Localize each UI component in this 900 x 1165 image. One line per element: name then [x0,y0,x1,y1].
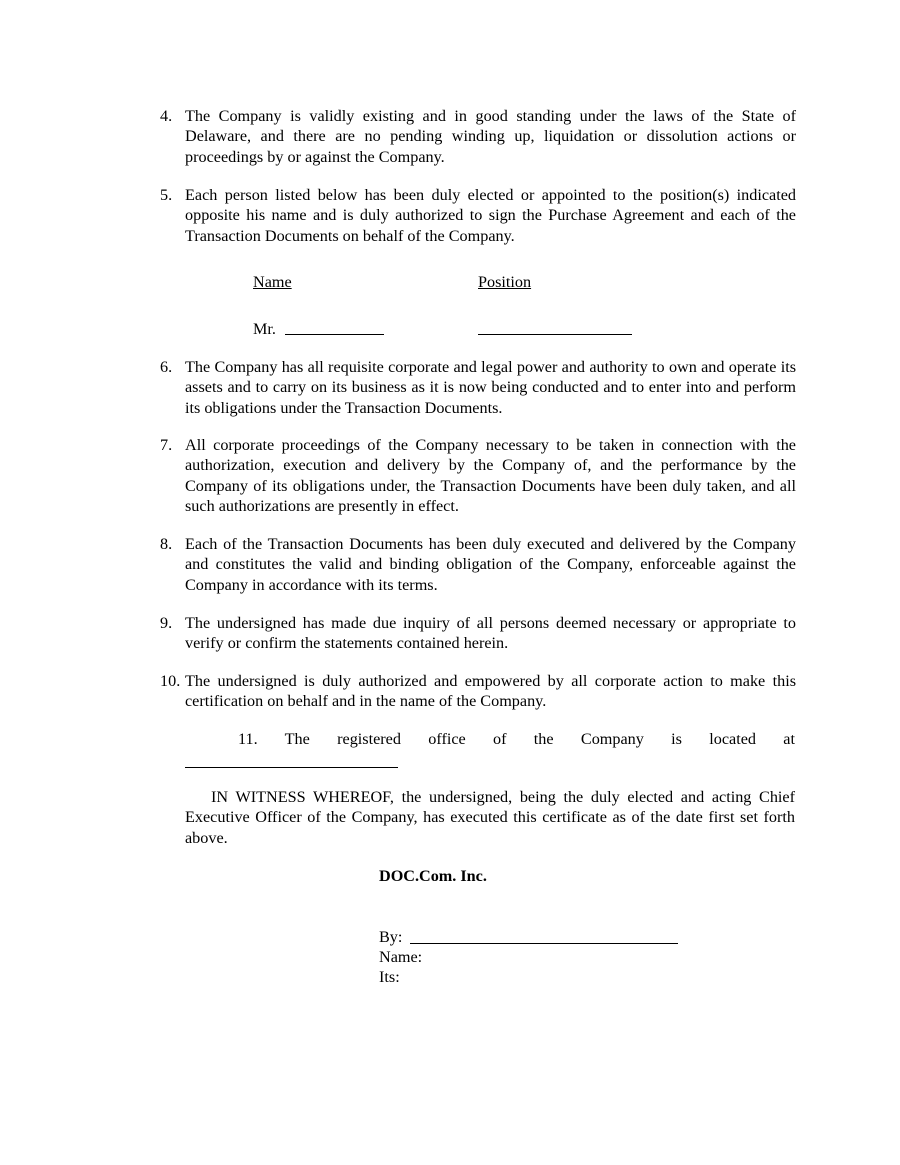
section-text: The undersigned is duly authorized and empowered by all corporate action to make this certification on behalf and in the name of the Company. [185,672,796,711]
section-text: The Company has all requisite corporate and legal power and authority to own and operate its assets and to carry on its business as it is now being conducted and to enter into and perform its obligations under the Transaction Documents. [185,358,796,417]
its-label: Its: [379,968,400,986]
by-label: By: [379,928,403,946]
section-7 [160,435,796,516]
section-text: The undersigned has made due inquiry of all persons deemed necessary or appropriate to verify or confirm the statements contained herein. [185,614,796,653]
section-number: 7. [160,436,173,454]
signature-line [410,943,678,944]
position-column-header: Position [478,273,532,291]
section-number: 4. [160,107,173,125]
section-number: 10. [160,672,181,690]
section-text: The Company is validly existing and in good standing under the laws of the State of Delaware, and there are no pending winding up, liquidation or dissolution actions or proceedings by or against the Company. [185,107,796,166]
position-blank-line [478,334,632,335]
section-number: 9. [160,614,173,632]
name-label: Name: [379,948,423,966]
section-number: 6. [160,358,173,376]
section-9 [160,613,796,654]
office-address-blank-line [185,767,398,768]
section-5 [160,185,796,246]
section-10 [160,671,796,712]
section-6 [160,357,796,418]
section-8 [160,534,796,595]
company-name: DOC.Com. Inc. [379,867,487,885]
section-11: 11. The registered office of the Company is located at [238,730,795,748]
mr-label: Mr. [253,320,276,338]
name-blank-line [285,334,384,335]
section-number: 5. [160,186,173,204]
section-text: Each of the Transaction Documents has been duly executed and delivered by the Company and constitutes the valid and binding obligation of the Company, enforceable against the Company in accordance with its terms. [185,535,796,594]
section-text: Each person listed below has been duly elected or appointed to the position(s) indicated opposite his name and is duly authorized to sign the Purchase Agreement and each of the Transaction Documents on behalf of the Company. [185,186,796,245]
witness-paragraph: IN WITNESS WHEREOF, the undersigned, being the duly elected and acting Chief Executive Officer of the Company, has executed this certificate as of the date first set forth above. [185,788,795,847]
section-text: All corporate proceedings of the Company necessary to be taken in connection with the authorization, execution and delivery by the Company of, and the performance by the Company of its obligations under, the Transaction Documents have been duly taken, and all such authorizations are presently in effect. [185,436,796,515]
section-4 [160,106,796,167]
name-column-header: Name [253,273,292,291]
section-number: 8. [160,535,173,553]
